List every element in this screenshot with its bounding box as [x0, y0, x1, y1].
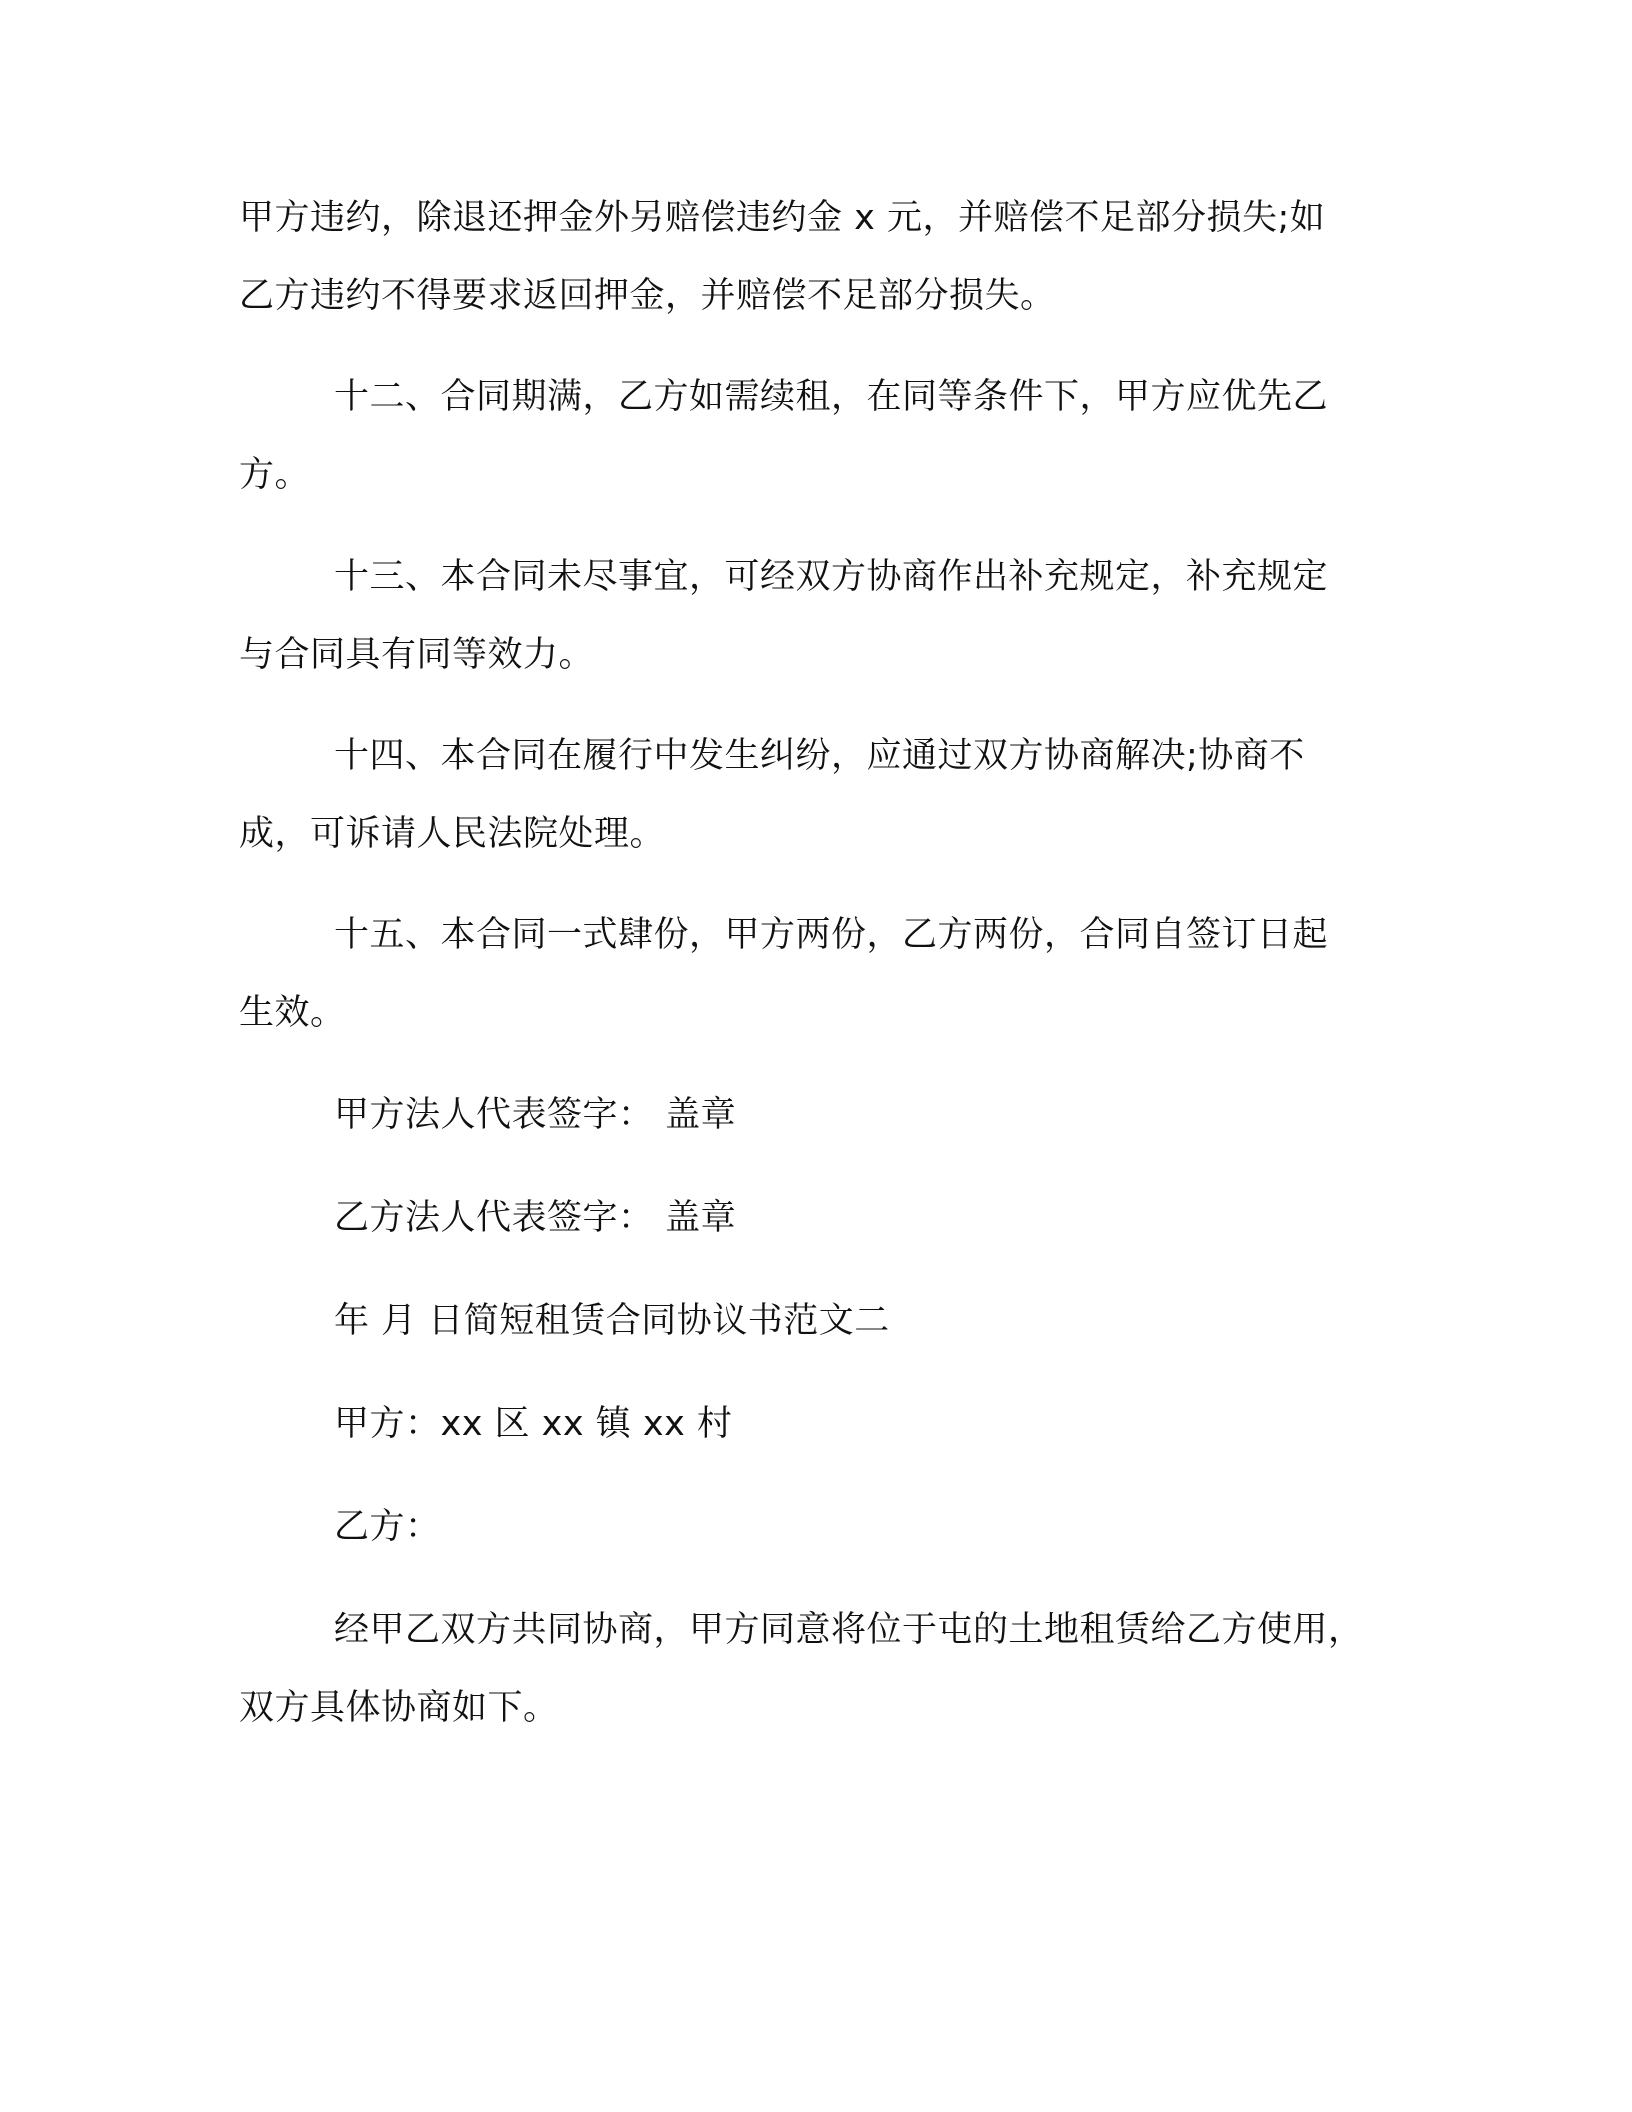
clause-15-line-1: 十五、本合同一式肆份，甲方两份，乙方两份，合同自签订日起: [334, 915, 1329, 955]
penalty-paragraph-line-2: 乙方违约不得要求返回押金，并赔偿不足部分损失。: [239, 276, 1056, 316]
party-b-line: 乙方：: [334, 1507, 441, 1547]
date-and-contract-title: 年 月 日简短租赁合同协议书范文二: [334, 1301, 890, 1341]
clause-12-line-1: 十二、合同期满，乙方如需续租，在同等条件下，甲方应优先乙: [334, 377, 1329, 417]
penalty-paragraph-line-1: 甲方违约，除退还押金外另赔偿违约金 x 元，并赔偿不足部分损失;如: [239, 198, 1326, 238]
clause-13-line-2: 与合同具有同等效力。: [239, 635, 595, 675]
party-b-signature-line: 乙方法人代表签字： 盖章: [334, 1198, 737, 1238]
intro-paragraph-line-2: 双方具体协商如下。: [239, 1688, 559, 1728]
party-a-line: 甲方：xx 区 xx 镇 xx 村: [334, 1404, 733, 1444]
clause-12-line-2: 方。: [239, 455, 311, 495]
party-a-signature-line: 甲方法人代表签字： 盖章: [334, 1095, 737, 1135]
clause-13-line-1: 十三、本合同未尽事宜，可经双方协商作出补充规定，补充规定: [334, 557, 1329, 597]
clause-14-line-1: 十四、本合同在履行中发生纠纷，应通过双方协商解决;协商不: [334, 736, 1305, 776]
intro-paragraph-line-1: 经甲乙双方共同协商，甲方同意将位于屯的土地租赁给乙方使用，: [334, 1610, 1364, 1650]
clause-14-line-2: 成，可诉请人民法院处理。: [239, 814, 666, 854]
clause-15-line-2: 生效。: [239, 993, 346, 1033]
